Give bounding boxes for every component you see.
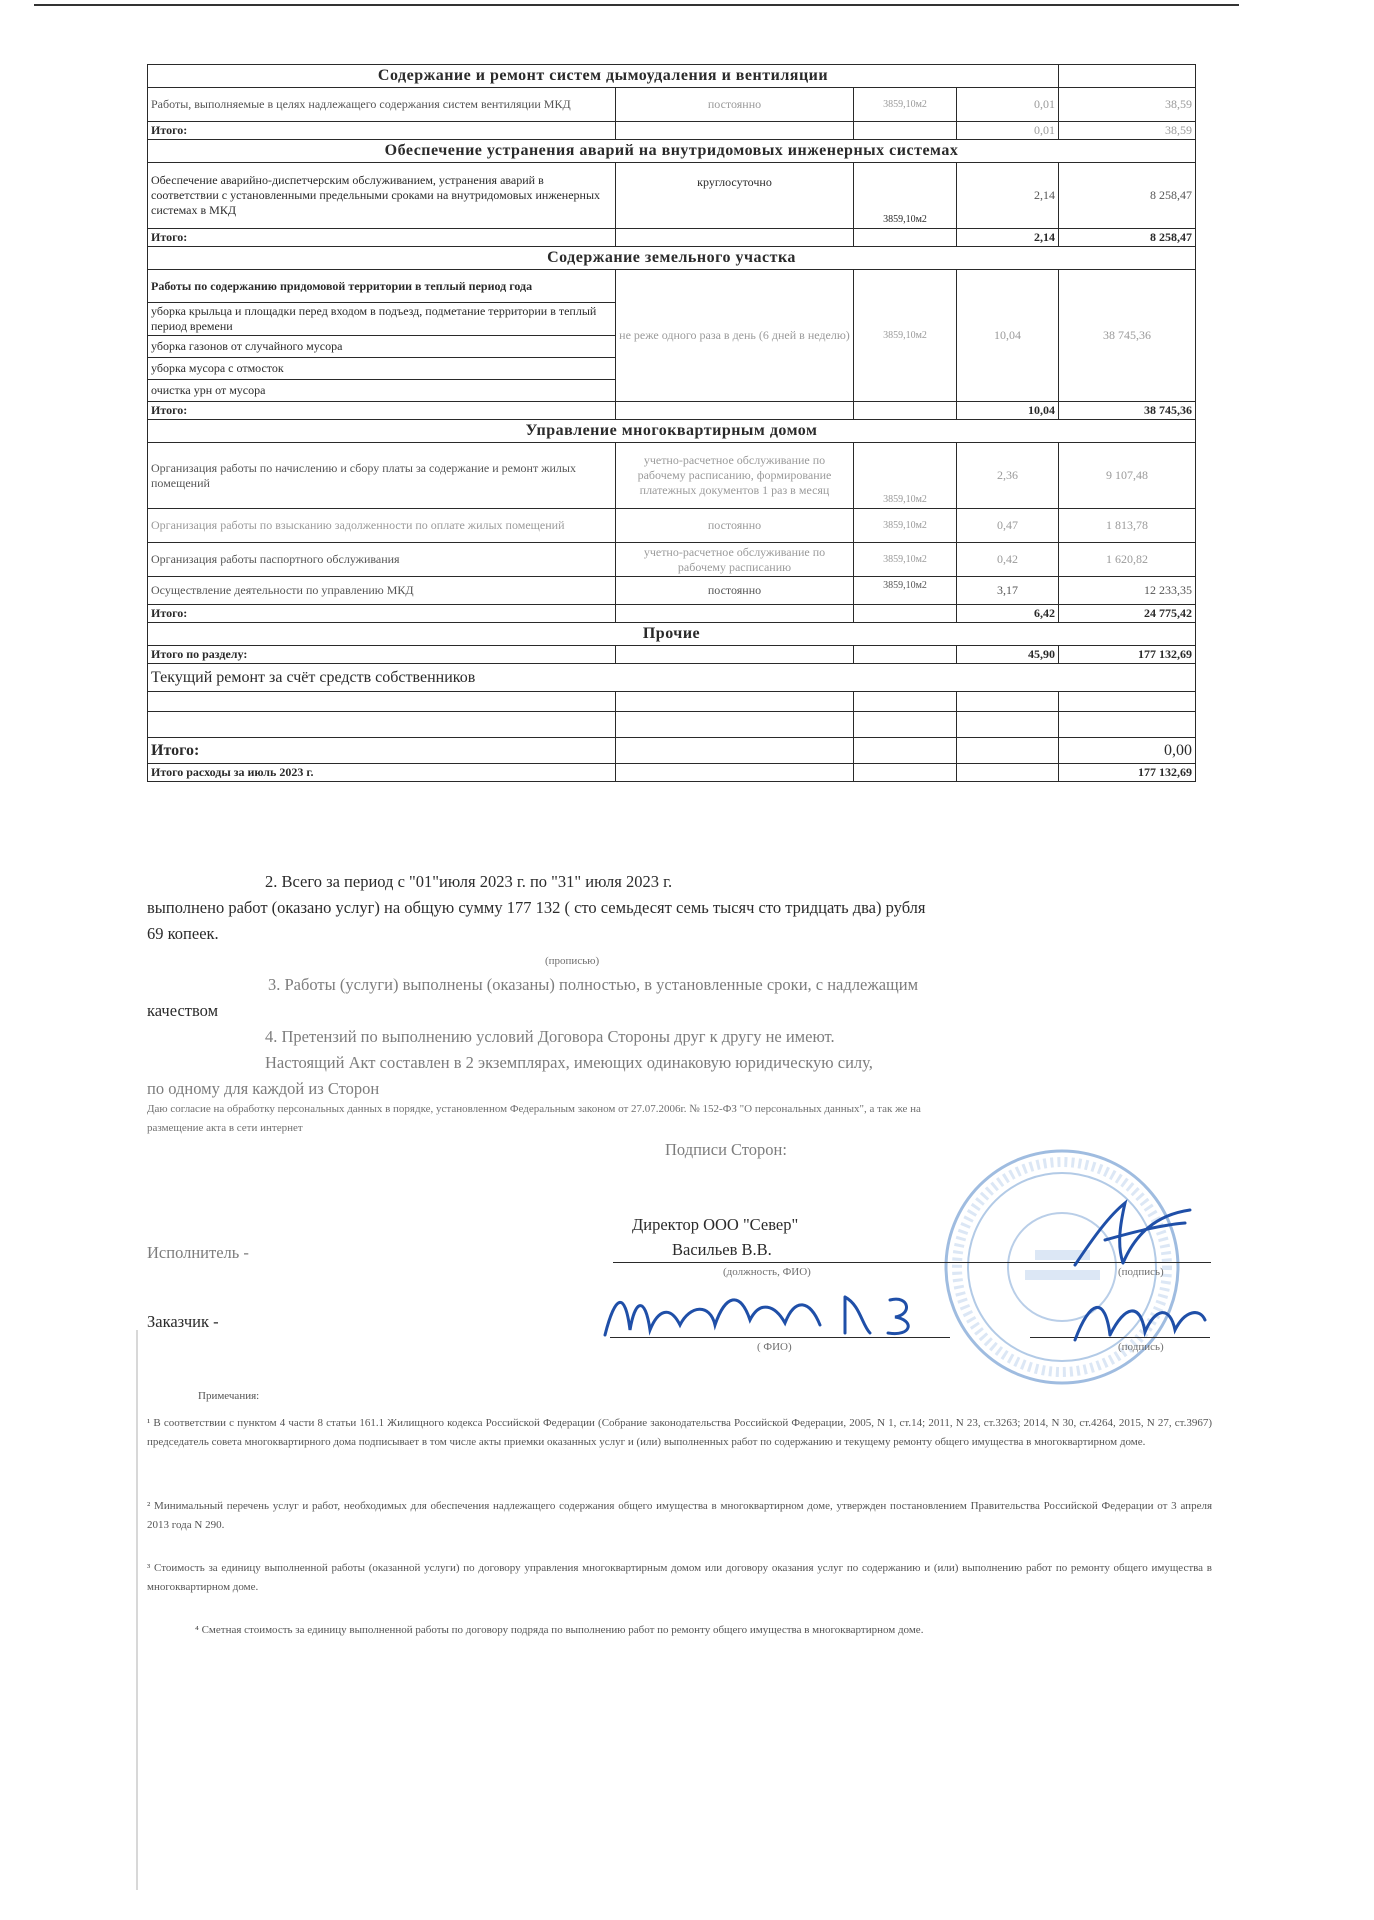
work-sum: 12 233,35 (1059, 577, 1196, 605)
work-item: уборка газонов от случайного мусора (148, 336, 616, 358)
signatures-title: Подписи Сторон: (665, 1140, 787, 1159)
work-name: Осуществление деятельности по управлению МКД (148, 577, 616, 605)
consent-line1: Даю согласие на обработку персональных данных в порядке, установленном Федеральным законом от 27.07.2006г. № 152-ФЗ "О персональных данных", а так же на (147, 1103, 921, 1115)
work-period: постоянно (616, 509, 854, 543)
work-group-name: Работы по содержанию придомовой территории в теплый период года (148, 270, 616, 303)
fio-caption: ( ФИО) (757, 1341, 792, 1353)
section-title: Управление многоквартирным домом (148, 420, 1196, 443)
total-row (148, 402, 1196, 420)
total-label: Итого по разделу: (148, 646, 616, 664)
executor-label: Исполнитель - (147, 1243, 249, 1262)
work-area: 3859,10м2 (854, 577, 957, 605)
section-header-row (148, 623, 1196, 646)
total-rate: 10,04 (957, 402, 1059, 420)
total-rate: 6,42 (957, 605, 1059, 623)
table-row (148, 88, 1196, 122)
work-sum: 9 107,48 (1059, 443, 1196, 509)
total-label: Итого: (148, 738, 616, 764)
work-sum: 8 258,47 (1059, 163, 1196, 229)
paragraph-5-line1: Настоящий Акт составлен в 2 экземплярах, имеющих одинаковую юридическую силу, (265, 1053, 873, 1072)
table-row (148, 270, 1196, 303)
total-label: Итого: (148, 229, 616, 247)
grand-total-sum: 177 132,69 (1059, 764, 1196, 782)
work-period: постоянно (616, 88, 854, 122)
total-row (148, 605, 1196, 623)
table-row (148, 509, 1196, 543)
consent-line2: размещение акта в сети интернет (147, 1122, 303, 1134)
total-label: Итого: (148, 402, 616, 420)
work-name: Обеспечение аварийно-диспетчерским обслуживанием, устранения аварий в соответствии с установленными предельными сроками на внутридомовых инженерных системах в МКД (148, 163, 616, 229)
work-rate: 0,42 (957, 543, 1059, 577)
section-header-row (148, 420, 1196, 443)
notes-title: Примечания: (198, 1390, 260, 1402)
section-header-row (148, 65, 1196, 88)
propisyu-caption: (прописью) (545, 955, 600, 967)
grand-total-label: Итого расходы за июль 2023 г. (148, 764, 616, 782)
works-table (147, 64, 1196, 782)
paragraph-3-line2: качеством (147, 1001, 219, 1020)
work-name: Организация работы по взысканию задолженности по оплате жилых помещений (148, 509, 616, 543)
total-rate: 0,01 (957, 122, 1059, 140)
total-sum: 177 132,69 (1059, 646, 1196, 664)
work-rate: 2,14 (957, 163, 1059, 229)
signature-caption-1: (подпись) (1118, 1266, 1164, 1278)
work-sum: 38,59 (1059, 88, 1196, 122)
paragraph-2-line2: выполнено работ (оказано услуг) на общую сумму 177 132 ( сто семьдесят семь тысяч сто тридцать два) рубля (147, 898, 926, 917)
total-rate: 45,90 (957, 646, 1059, 664)
work-sum: 38 745,36 (1059, 270, 1196, 402)
table-row (148, 712, 1196, 738)
position-fio-caption: (должность, ФИО) (723, 1266, 811, 1278)
section-title: Обеспечение устранения аварий на внутридомовых инженерных системах (148, 140, 1196, 163)
director-name: Васильев В.В. (672, 1240, 772, 1259)
paragraph-4: 4. Претензий по выполнению условий Договора Стороны друг к другу не имеют. (265, 1027, 835, 1046)
section-header-row (148, 140, 1196, 163)
repair-total-row (148, 738, 1196, 764)
footnote-4: ⁴ Сметная стоимость за единицу выполненной работы по договору подряда по выполнению работ по ремонту общего имущества в многоквартирном доме. (195, 1624, 924, 1636)
footnote-3: ³ Стоимость за единицу выполненной работы (оказанной услуги) по договору управления многоквартирным домом или договору оказания услуг по содержанию и (или) выполнению работ по ремонту общего имущества в многоквартирном доме. (147, 1562, 1212, 1593)
work-sum: 1 620,82 (1059, 543, 1196, 577)
work-period: не реже одного раза в день (6 дней в неделю) (616, 270, 854, 402)
total-sum: 24 775,42 (1059, 605, 1196, 623)
total-sum: 8 258,47 (1059, 229, 1196, 247)
section-title: Содержание и ремонт систем дымоудаления и вентиляции (148, 65, 1059, 88)
work-area: 3859,10м2 (854, 163, 957, 229)
section-title: Содержание земельного участка (148, 247, 1196, 270)
section-header-row (148, 247, 1196, 270)
table-row (148, 577, 1196, 605)
paragraph-3-line1: 3. Работы (услуги) выполнены (оказаны) полностью, в установленные сроки, с надлежащим (268, 975, 919, 994)
table-row (148, 543, 1196, 577)
customer-signature (1070, 1290, 1210, 1350)
director-signature (1065, 1195, 1195, 1270)
work-area: 3859,10м2 (854, 543, 957, 577)
table-row (148, 443, 1196, 509)
repair-title: Текущий ремонт за счёт средств собственников (148, 664, 1196, 692)
customer-handwritten-name (600, 1285, 930, 1345)
total-label: Итого: (148, 122, 616, 140)
top-border-line (34, 4, 1239, 6)
customer-label: Заказчик - (147, 1312, 219, 1331)
paragraph-2-line3: 69 копеек. (147, 924, 219, 943)
total-label: Итого: (148, 605, 616, 623)
work-item: уборка крыльца и площадки перед входом в подъезд, подметание территории в теплый период времени (148, 303, 616, 336)
total-rate: 2,14 (957, 229, 1059, 247)
grand-total-row (148, 764, 1196, 782)
work-name: Организация работы паспортного обслуживания (148, 543, 616, 577)
table-row (148, 163, 1196, 229)
work-rate: 0,47 (957, 509, 1059, 543)
repair-header-row (148, 664, 1196, 692)
work-item: очистка урн от мусора (148, 380, 616, 402)
work-area: 3859,10м2 (854, 443, 957, 509)
work-area: 3859,10м2 (854, 88, 957, 122)
table-row (148, 692, 1196, 712)
total-sum: 38,59 (1059, 122, 1196, 140)
work-period: учетно-расчетное обслуживание по рабочему расписанию (616, 543, 854, 577)
paragraph-2-line1: 2. Всего за период с "01"июля 2023 г. по "31" июля 2023 г. (265, 872, 673, 891)
work-rate: 0,01 (957, 88, 1059, 122)
paragraph-5-line2: по одному для каждой из Сторон (147, 1079, 380, 1098)
total-row (148, 229, 1196, 247)
total-sum: 0,00 (1059, 738, 1196, 764)
work-name: Организация работы по начислению и сбору платы за содержание и ремонт жилых помещений (148, 443, 616, 509)
work-area: 3859,10м2 (854, 509, 957, 543)
work-rate: 3,17 (957, 577, 1059, 605)
section-total-row (148, 646, 1196, 664)
work-item: уборка мусора с отмосток (148, 358, 616, 380)
total-sum: 38 745,36 (1059, 402, 1196, 420)
work-rate: 2,36 (957, 443, 1059, 509)
work-period: постоянно (616, 577, 854, 605)
signature-caption-2: (подпись) (1118, 1341, 1164, 1353)
work-period: круглосуточно (616, 163, 854, 229)
director-title: Директор ООО "Север" (632, 1215, 799, 1234)
work-period: учетно-расчетное обслуживание по рабочему расписанию, формирование платежных документов 1 раз в месяц (616, 443, 854, 509)
work-rate: 10,04 (957, 270, 1059, 402)
work-sum: 1 813,78 (1059, 509, 1196, 543)
total-row (148, 122, 1196, 140)
work-area: 3859,10м2 (854, 270, 957, 402)
footnote-2: ² Минимальный перечень услуг и работ, необходимых для обеспечения надлежащего содержания общего имущества в многоквартирном доме, утвержден постановлением Правительства Российской Федерации от 3 апреля 2013 года N 290. (147, 1500, 1212, 1531)
footnote-1: ¹ В соответствии с пунктом 4 части 8 статьи 161.1 Жилищного кодекса Российской Федерации (Собрание законодательства Российской Федерации, 2005, N 1, ст.14; 2011, N 23, ст.3263; 2014, N 30, ст.4264, 2015, N 27, ст.3967) председатель совета многоквартирного дома подписывает в том числе акты приемки оказанных услуг и (или) выполненных работ по содержанию и текущему ремонту общего имущества в многоквартирном доме. (147, 1417, 1212, 1448)
work-name: Работы, выполняемые в целях надлежащего содержания систем вентиляции МКД (148, 88, 616, 122)
scan-edge (136, 1330, 138, 1890)
section-title: Прочие (148, 623, 1196, 646)
